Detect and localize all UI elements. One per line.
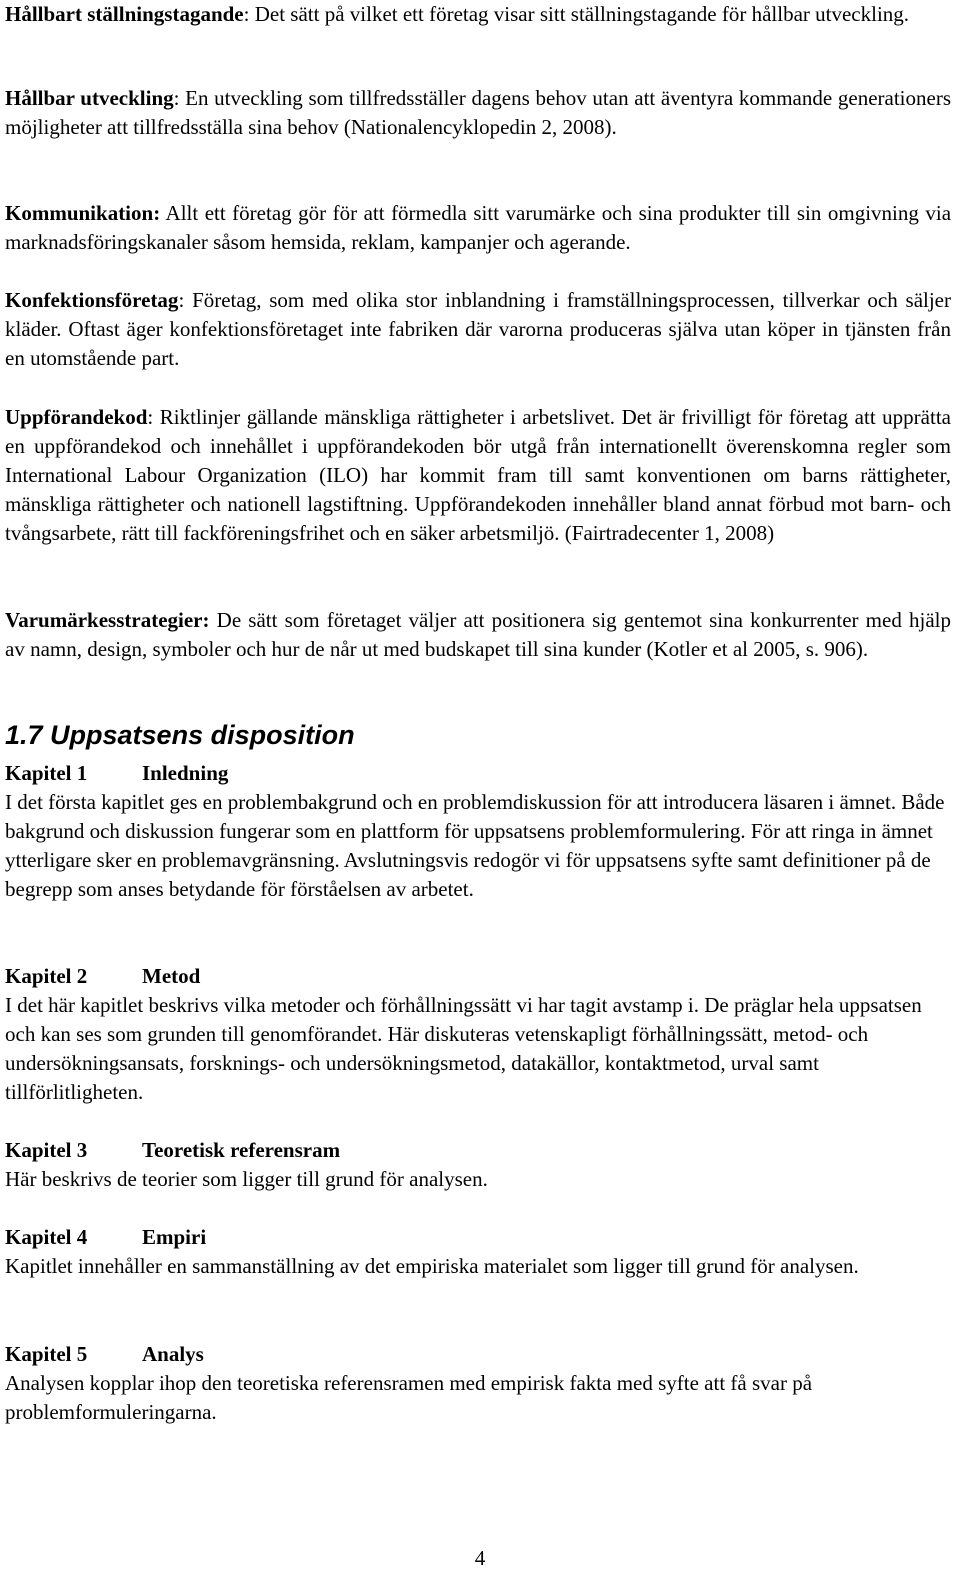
section-heading-block xyxy=(5,718,951,752)
chapter-description: I det första kapitlet ges en problembakgrund och en problemdiskussion för att introducera läsaren i ämnet. Både bakgrund och diskussion fungerar som en plattform för uppsatsens problemformulering. För att ringa in ämnet ytterligare sker en problemavgränsning. Avslutningsvis redogör vi för uppsatsens syfte samt definitioner på de begrepp som anses betydande för förståelsen av arbetet. xyxy=(5,790,945,901)
chapter-title: Inledning xyxy=(142,761,229,785)
definition-term: Hållbar utveckling xyxy=(5,86,174,110)
chapter-4 xyxy=(5,1223,951,1281)
definition-term: Varumärkesstrategier: xyxy=(5,608,210,632)
chapter-title: Metod xyxy=(142,964,201,988)
chapter-description: I det här kapitlet beskrivs vilka metoder och förhållningssätt vi har tagit avstamp i. De präglar hela uppsatsen och kan ses som grunden till genomförandet. Här diskuteras vetenskapligt förhållningssätt, metod- och undersökningsansats, forsknings- och undersökningsmetod, datakällor, kontaktmetod, urval samt tillförlitligheten. xyxy=(5,993,922,1104)
chapter-number: Kapitel 2 xyxy=(5,964,88,988)
definition-separator: : xyxy=(243,2,255,26)
definition-text: Företag, som med olika stor inblandning i framställningsprocessen, tillverkar och säljer kläder. Oftast äger konfektionsföretaget inte fabriken där varorna produceras själva utan köper in tjänsten från en utomstående part. xyxy=(5,288,951,370)
chapter-description: Analysen kopplar ihop den teoretiska referensramen med empirisk fakta med syfte att få svar på problemformuleringarna. xyxy=(5,1371,813,1424)
definition-text: Det sätt på vilket ett företag visar sitt ställningstagande för hållbar utveckling. xyxy=(254,2,910,26)
definition-separator: : xyxy=(178,288,193,312)
chapter-1 xyxy=(5,759,951,904)
chapter-description: Kapitlet innehåller en sammanställning av det empiriska materialet som ligger till grund för analysen. xyxy=(5,1254,859,1278)
definition-hallbart-stallningstagande xyxy=(5,0,951,29)
chapter-title: Teoretisk referensram xyxy=(142,1138,341,1162)
chapter-title: Analys xyxy=(142,1342,204,1366)
definition-text: En utveckling som tillfredsställer dagens behov utan att äventyra kommande generationers möjligheter att tillfredsställa sina behov (Nationalencyklopedin 2, 2008). xyxy=(5,86,951,139)
definition-varumarkesstrategier xyxy=(5,606,951,664)
page-number: 4 xyxy=(474,1546,486,1570)
definition-kommunikation xyxy=(5,199,951,257)
definition-uppforandekod xyxy=(5,403,951,548)
chapter-2 xyxy=(5,962,951,1107)
chapter-number: Kapitel 1 xyxy=(5,761,88,785)
chapter-title: Empiri xyxy=(142,1225,207,1249)
definition-text: Riktlinjer gällande mänskliga rättigheter i arbetslivet. Det är frivilligt för företag att upprätta en uppförandekod och innehållet i uppförandekoden bör utgå från internationellt överenskomna regler som International Labour Organization (ILO) har kommit fram till samt konventionen om barns rättigheter, mänskliga rättigheter och nationell lagstiftning. Uppförandekoden innehåller bland annat förbud mot barn- och tvångsarbete, rätt till fackföreningsfrihet och en säker arbetsmiljö. (Fairtradecenter 1, 2008) xyxy=(5,405,951,545)
chapter-number: Kapitel 3 xyxy=(5,1138,88,1162)
chapter-number: Kapitel 5 xyxy=(5,1342,88,1366)
definition-term: Konfektionsföretag xyxy=(5,288,179,312)
definition-hallbar-utveckling xyxy=(5,84,951,142)
section-heading: 1.7 Uppsatsens disposition xyxy=(5,720,355,750)
chapter-description: Här beskrivs de teorier som ligger till grund för analysen. xyxy=(5,1167,488,1191)
definition-separator: : xyxy=(173,86,186,110)
definition-separator: : xyxy=(147,405,160,429)
chapter-5 xyxy=(5,1340,951,1427)
definition-text: De sätt som företaget väljer att positionera sig gentemot sina konkurrenter med hjälp av namn, design, symboler och hur de når ut med budskapet till sina kunder (Kotler et al 2005, s. 906). xyxy=(5,608,951,661)
definition-term: Uppförandekod xyxy=(5,405,148,429)
chapter-number: Kapitel 4 xyxy=(5,1225,88,1249)
chapter-3 xyxy=(5,1136,951,1194)
definition-term: Kommunikation: xyxy=(5,201,161,225)
definition-konfektionsforetag xyxy=(5,286,951,373)
definition-text: Allt ett företag gör för att förmedla sitt varumärke och sina produkter till sin omgivning via marknadsföringskanaler såsom hemsida, reklam, kampanjer och agerande. xyxy=(5,201,952,254)
definition-term: Hållbart ställningstagande xyxy=(5,2,244,26)
definition-separator xyxy=(210,608,217,632)
